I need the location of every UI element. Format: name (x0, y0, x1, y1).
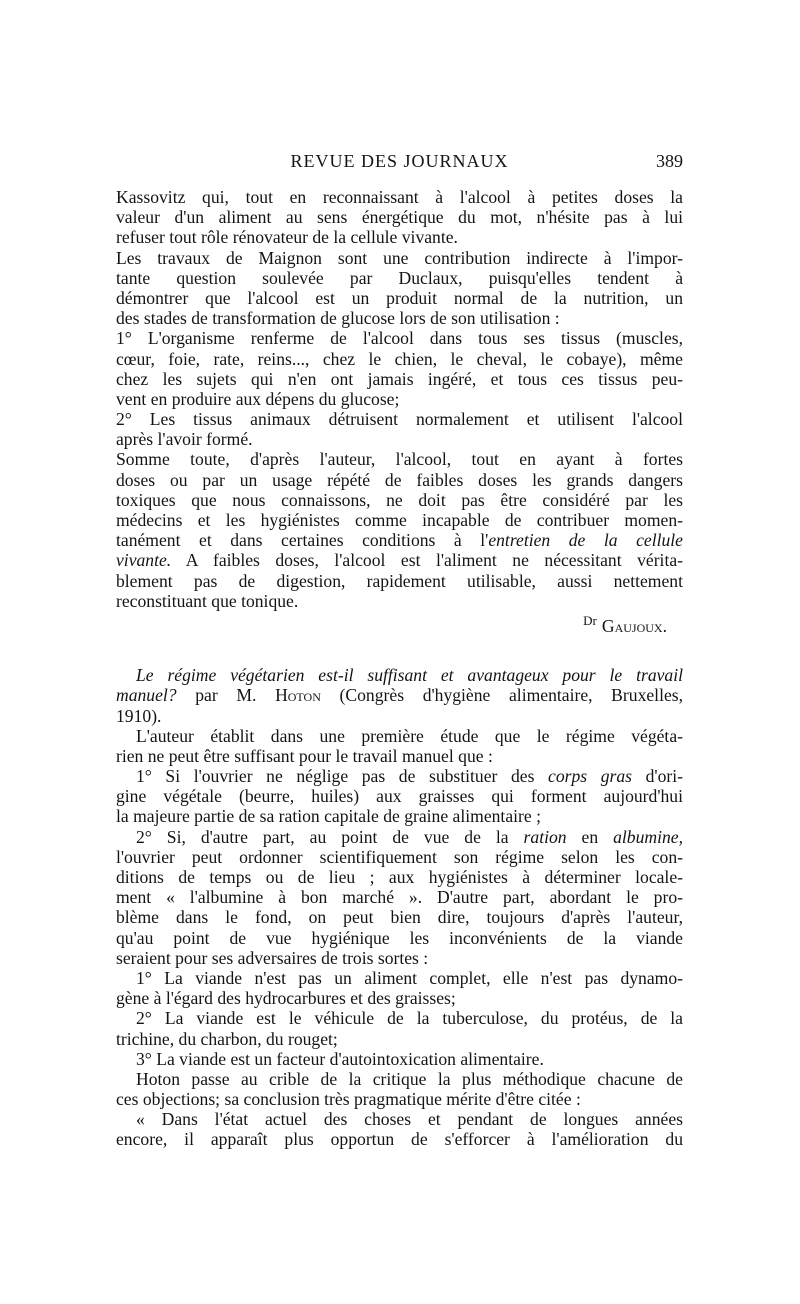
text-line: Somme toute, d'après l'auteur, l'alcool, tout en ayant à fortes (116, 449, 683, 470)
text-line: trichine, du charbon, du rouget; (116, 1028, 338, 1049)
text-line: l'ouvrier peut ordonner scientifiquement son régime selon les con- (116, 846, 683, 867)
text-line: 1° La viande n'est pas un aliment complet, elle n'est pas dynamo- (136, 967, 683, 988)
text-run: par M. (176, 685, 276, 706)
italic-run: entretien de la cellule (488, 530, 683, 551)
text-line (116, 530, 683, 550)
signature (116, 611, 683, 636)
article-alcool (116, 187, 683, 636)
text-line: médecins et les hygiénistes comme incapable de contribuer momen- (116, 510, 683, 530)
text-line: cœur, foie, rate, reins..., chez le chien, le cheval, le cobaye), même (116, 348, 683, 369)
text-run: 1° Si l'ouvrier ne néglige pas de substituer des (136, 766, 549, 787)
italic-run: ration (523, 826, 567, 847)
text-line: Les travaux de Maignon sont une contribution indirecte à l'impor- (116, 247, 683, 268)
article-title-line (116, 685, 683, 705)
page-number: 389 (656, 151, 683, 171)
text-line: 2° La viande est le véhicule de la tuberculose, du protéus, de la (136, 1008, 683, 1029)
page-header (116, 151, 683, 175)
text-line: blement pas de digestion, rapidement utilisable, aussi nettement (116, 570, 683, 591)
text-line: la majeure partie de sa ration capitale de graine alimentaire ; (116, 806, 541, 827)
running-title: REVUE DES JOURNAUX (290, 151, 509, 171)
signature-title: Dr (583, 612, 597, 628)
text-line: Hoton passe au crible de la critique la plus méthodique chacune de (136, 1068, 683, 1089)
text-line: gène à l'égard des hydrocarbures et des graisses; (116, 988, 456, 1009)
section-gap (116, 631, 683, 665)
text-line: « Dans l'état actuel des choses et pendant de longues années (136, 1109, 683, 1130)
article-title-line (116, 665, 683, 685)
text-line: après l'avoir formé. (116, 429, 253, 450)
article-title: manuel? (116, 685, 177, 706)
text-line: chez les sujets qui n'en ont jamais ingéré, et tous ces tissus peu- (116, 368, 683, 389)
text-line: démontrer que l'alcool est un produit normal de la nutrition, un (116, 287, 683, 308)
page-body (116, 187, 683, 1150)
text-line: valeur d'un aliment au sens énergétique du mot, n'hésite pas à lui (116, 207, 683, 228)
signature-name: Gaujoux. (601, 615, 667, 636)
text-line: reconstituant que tonique. (116, 590, 299, 611)
text-run: A faibles doses, l'alcool est l'aliment ne nécessitant vérita- (171, 550, 683, 571)
text-line: encore, il apparaît plus opportun de s'efforcer à l'amélioration du (116, 1129, 683, 1150)
text-line: seraient pour ses adversaires de trois sortes : (116, 947, 429, 968)
text-line: Kassovitz qui, tout en reconnaissant à l'alcool à petites doses la (116, 187, 683, 207)
text-line: tante question soulevée par Duclaux, puisqu'elles tendent à (116, 267, 683, 288)
article-title: Le régime végétarien est-il suffisant et avantageux pour le travail (136, 665, 683, 686)
italic-run: corps gras (548, 766, 633, 787)
text-line: ment « l'albumine à bon marché ». D'autre part, abordant le pro- (116, 887, 683, 908)
text-run: (Congrès d'hygiène alimentaire, Bruxelles, (320, 685, 684, 706)
author-name: Hoton (275, 685, 321, 706)
text-line: gine végétale (beurre, huiles) aux graisses qui forment aujourd'hui (116, 786, 683, 807)
text-line: doses ou par un usage répété de faibles doses les grands dangers (116, 469, 683, 490)
text-line: toxiques que nous connaissons, ne doit pas être considéré par les (116, 489, 683, 510)
text-line: refuser tout rôle rénovateur de la cellule vivante. (116, 227, 458, 248)
text-run: 2° Si, d'autre part, au point de vue de la (136, 826, 524, 847)
text-line: vent en produire aux dépens du glucose; (116, 388, 400, 409)
text-line: ces objections; sa conclusion très pragmatique mérite d'être citée : (116, 1089, 581, 1110)
text-line (116, 827, 683, 847)
text-line: 3° La viande est un facteur d'autointoxication alimentaire. (136, 1048, 544, 1069)
text-run: en (566, 826, 614, 847)
text-line (116, 550, 683, 570)
text-line (116, 766, 683, 786)
text-line: 2° Les tissus animaux détruisent normalement et utilisent l'alcool (116, 409, 683, 430)
text-line: qu'au point de vue hygiénique les inconvénients de la viande (116, 927, 683, 948)
text-line: blème dans le fond, on peut bien dire, toujours d'après l'auteur, (116, 907, 683, 928)
text-run: d'ori- (632, 766, 683, 787)
text-line: rien ne peut être suffisant pour le travail manuel que : (116, 745, 493, 766)
article-regime-vegetarien (116, 665, 683, 1150)
text-line: des stades de transformation de glucose lors de son utilisation : (116, 308, 560, 329)
italic-run: vivante. (116, 550, 172, 571)
text-line: ditions de temps ou de lieu ; aux hygiénistes à déterminer locale- (116, 867, 683, 887)
text-run: tanément et dans certaines conditions à l' (116, 530, 489, 551)
text-line: L'auteur établit dans une première étude que le régime végéta- (136, 725, 683, 746)
article-title-line: 1910). (116, 705, 162, 726)
italic-run: albumine, (613, 826, 683, 847)
text-line: 1° L'organisme renferme de l'alcool dans tous ses tissus (muscles, (116, 328, 683, 349)
